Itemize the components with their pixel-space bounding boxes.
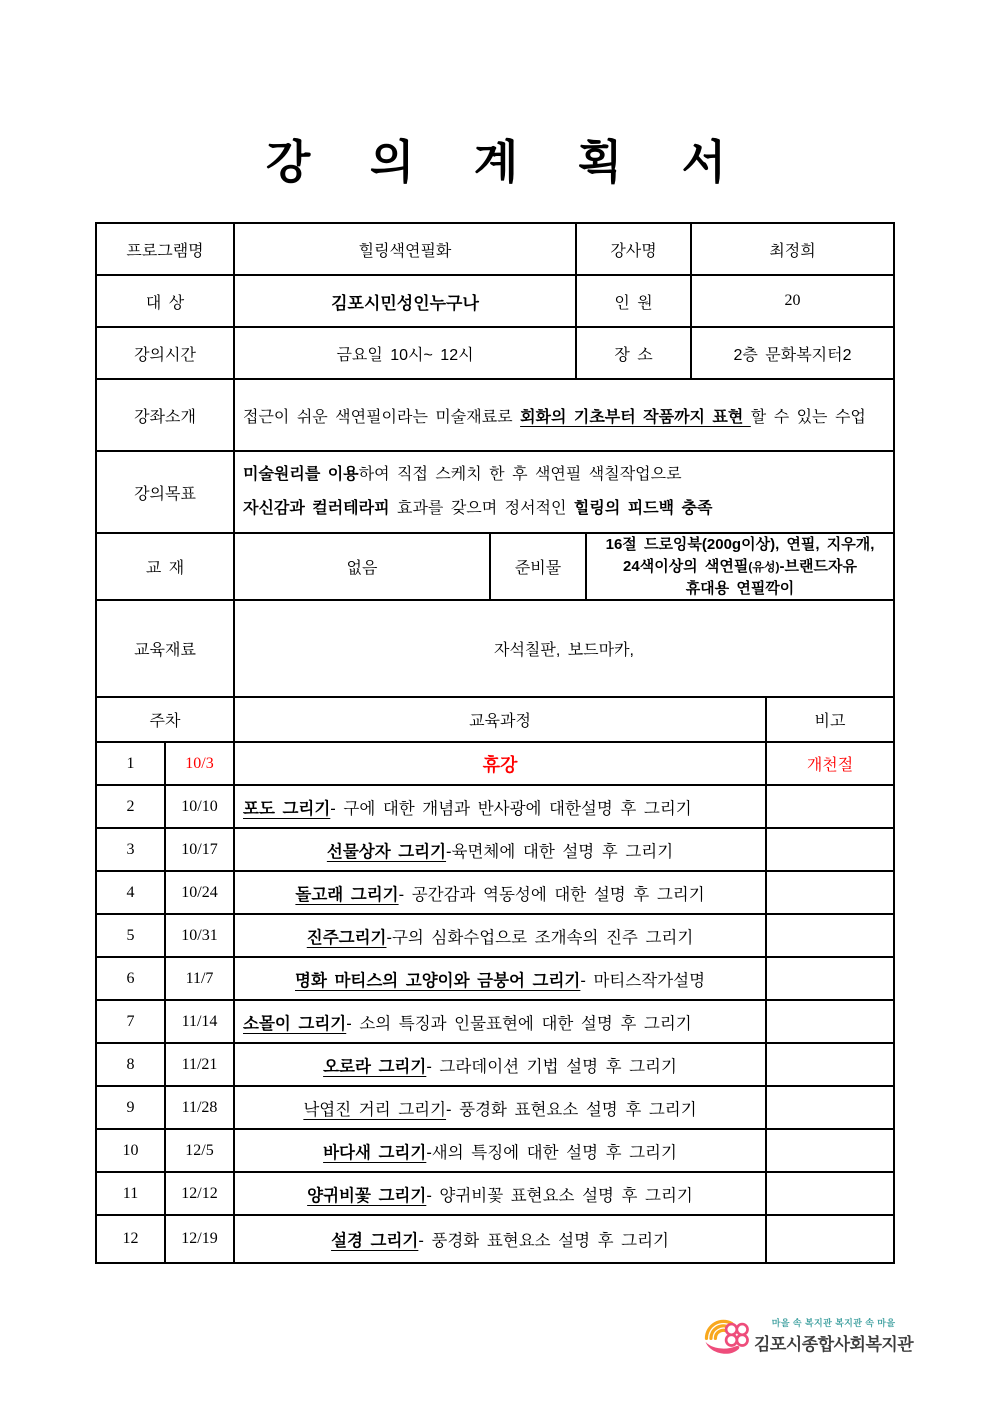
material-table <box>95 532 895 601</box>
intro-label: 강좌소개 <box>96 379 234 451</box>
info-row-time <box>96 327 894 379</box>
info-row-target <box>96 275 894 327</box>
course-cell <box>234 1043 766 1086</box>
goal-line2-bold1: 자신감과 컬러테라피 <box>243 500 390 517</box>
logo-tagline: 마을 속 복지관 복지관 속 마을 <box>771 1317 896 1328</box>
course-cell <box>234 871 766 914</box>
note-cell <box>766 828 894 871</box>
note-cell <box>766 914 894 957</box>
week-date-cell: 12/5 <box>165 1129 234 1172</box>
supplies-line: 24색이상의 색연필(유성)-브랜드자유 <box>623 557 857 575</box>
course-cell <box>234 914 766 957</box>
course-desc: -새의 특징에 대한 설명 후 그리기 <box>426 1143 677 1162</box>
schedule-header-row <box>96 697 894 742</box>
schedule-row <box>96 828 894 871</box>
edu-material-value: 자석칠판, 보드마카, <box>234 600 894 697</box>
course-title: 낙엽진 거리 그리기 <box>303 1100 447 1119</box>
schedule-row <box>96 1086 894 1129</box>
program-name-value: 힐링색연필화 <box>234 223 576 275</box>
course-title: 바다새 그리기 <box>323 1143 427 1162</box>
info-table <box>95 222 895 380</box>
target-label: 대 상 <box>96 275 234 327</box>
goal-row <box>96 451 894 533</box>
course-title: 선물상자 그리기 <box>326 842 447 861</box>
supplies-value <box>586 533 894 600</box>
page-title: 강 의 계 획 서 <box>265 137 751 188</box>
document-body <box>95 222 893 1264</box>
info-row-program <box>96 223 894 275</box>
schedule-row <box>96 1043 894 1086</box>
place-label: 장 소 <box>576 327 691 379</box>
course-desc: - 풍경화 표현요소 설명 후 그리기 <box>446 1100 697 1119</box>
goal-line2-bold2: 힐링의 피드백 충족 <box>573 500 713 517</box>
week-number-cell: 3 <box>96 828 165 871</box>
course-desc: - 소의 특징과 인물표현에 대한 설명 후 그리기 <box>346 1014 692 1033</box>
week-number-cell: 10 <box>96 1129 165 1172</box>
course-cell <box>234 1172 766 1215</box>
note-cell <box>766 1215 894 1263</box>
note-cell <box>766 1043 894 1086</box>
intro-goal-table <box>95 378 895 534</box>
textbook-label: 교 재 <box>96 533 234 600</box>
week-date-cell: 11/14 <box>165 1000 234 1043</box>
note-cell <box>766 1172 894 1215</box>
week-number-cell: 6 <box>96 957 165 1000</box>
note-cell <box>766 785 894 828</box>
intro-text-em: 회화의 기초부터 작품까지 표현 <box>520 408 751 426</box>
instructor-label: 강사명 <box>576 223 691 275</box>
course-title: 진주그리기 <box>306 928 387 947</box>
material-row <box>96 533 894 600</box>
target-value: 김포시민성인누구나 <box>234 275 576 327</box>
intro-text-pre: 접근이 쉬운 색연필이라는 미술재료로 <box>243 408 521 426</box>
course-desc: -구의 심화수업으로 조개속의 진주 그리기 <box>386 928 694 947</box>
intro-text-post: 할 수 있는 수업 <box>750 408 866 426</box>
course-desc: - 마티스작가설명 <box>580 971 706 990</box>
course-title: 휴강 <box>482 754 518 775</box>
week-date-cell: 12/12 <box>165 1172 234 1215</box>
goal-line-1 <box>243 458 893 492</box>
note-cell <box>766 871 894 914</box>
headcount-value: 20 <box>691 275 894 327</box>
week-number-cell: 7 <box>96 1000 165 1043</box>
week-date-cell: 11/21 <box>165 1043 234 1086</box>
week-date-cell: 10/3 <box>165 742 234 785</box>
week-date-cell: 10/31 <box>165 914 234 957</box>
course-desc: - 그라데이션 기법 설명 후 그리기 <box>426 1057 677 1076</box>
week-date-cell: 12/19 <box>165 1215 234 1263</box>
course-desc: -육면체에 대한 설명 후 그리기 <box>446 842 674 861</box>
supplies-line: 휴대용 연필깍이 <box>685 579 795 597</box>
week-date-cell: 11/7 <box>165 957 234 1000</box>
goal-line1-rest: 하여 직접 스케치 한 후 색연필 색칠작업으로 <box>358 466 682 483</box>
week-number-cell: 8 <box>96 1043 165 1086</box>
schedule-row <box>96 957 894 1000</box>
course-title: 돌고래 그리기 <box>295 885 399 904</box>
note-cell: 개천절 <box>766 742 894 785</box>
course-title: 오로라 그리기 <box>323 1057 427 1076</box>
course-title: 양귀비꽃 그리기 <box>307 1186 427 1205</box>
goal-text <box>234 451 894 533</box>
welfare-center-logo-icon <box>702 1305 752 1366</box>
week-date-cell: 10/10 <box>165 785 234 828</box>
schedule-row <box>96 1000 894 1043</box>
logo-org-name: 김포시종합사회복지관 <box>754 1334 914 1354</box>
place-value: 2층 문화복지터2 <box>691 327 894 379</box>
course-cell <box>234 1000 766 1043</box>
edu-material-table <box>95 599 895 698</box>
edu-material-label: 교육재료 <box>96 600 234 697</box>
schedule-body <box>96 742 894 1263</box>
week-number-cell: 1 <box>96 742 165 785</box>
note-cell <box>766 957 894 1000</box>
course-header: 교육과정 <box>234 697 766 742</box>
week-number-cell: 11 <box>96 1172 165 1215</box>
instructor-value: 최정희 <box>691 223 894 275</box>
goal-line2-mid: 효과를 갖으며 정서적인 <box>389 500 574 517</box>
course-desc: - 양귀비꽃 표현요소 설명 후 그리기 <box>426 1186 693 1205</box>
schedule-row <box>96 1172 894 1215</box>
week-number-cell: 9 <box>96 1086 165 1129</box>
goal-line1-bold: 미술원리를 이용 <box>243 466 359 483</box>
course-title: 소몰이 그리기 <box>243 1014 347 1033</box>
supplies-line: 16절 드로잉북(200g이상), 연필, 지우개, <box>605 536 875 553</box>
week-number-cell: 5 <box>96 914 165 957</box>
footer-logo <box>702 1303 913 1367</box>
week-date-cell: 10/24 <box>165 871 234 914</box>
schedule-row <box>96 742 894 785</box>
goal-line-2 <box>243 492 893 526</box>
course-desc: - 공간감과 역동성에 대한 설명 후 그리기 <box>398 885 705 904</box>
course-desc: - 구에 대한 개념과 반사광에 대한설명 후 그리기 <box>330 799 692 818</box>
week-number-cell: 4 <box>96 871 165 914</box>
course-title: 명화 마티스의 고양이와 금붕어 그리기 <box>295 971 581 990</box>
course-cell <box>234 785 766 828</box>
intro-text <box>234 379 894 451</box>
schedule-row <box>96 871 894 914</box>
course-cell <box>234 1215 766 1263</box>
course-cell <box>234 1129 766 1172</box>
lecture-time-value: 금요일 10시~ 12시 <box>234 327 576 379</box>
course-desc: - 풍경화 표현요소 설명 후 그리기 <box>418 1232 669 1251</box>
week-number-cell: 12 <box>96 1215 165 1263</box>
course-cell <box>234 957 766 1000</box>
course-cell <box>234 742 766 785</box>
goal-label: 강의목표 <box>96 451 234 533</box>
course-cell <box>234 1086 766 1129</box>
week-date-cell: 11/28 <box>165 1086 234 1129</box>
schedule-table <box>95 696 895 1264</box>
course-cell <box>234 828 766 871</box>
week-header: 주차 <box>96 697 234 742</box>
supplies-label: 준비물 <box>490 533 586 600</box>
note-cell <box>766 1000 894 1043</box>
note-cell <box>766 1129 894 1172</box>
schedule-row <box>96 1215 894 1263</box>
note-cell <box>766 1086 894 1129</box>
schedule-row <box>96 785 894 828</box>
course-title: 설경 그리기 <box>331 1232 419 1251</box>
note-header: 비고 <box>766 697 894 742</box>
week-date-cell: 10/17 <box>165 828 234 871</box>
intro-row <box>96 379 894 451</box>
program-name-label: 프로그램명 <box>96 223 234 275</box>
headcount-label: 인 원 <box>576 275 691 327</box>
schedule-row <box>96 914 894 957</box>
week-number-cell: 2 <box>96 785 165 828</box>
footer-logo-text <box>754 1316 913 1355</box>
lecture-time-label: 강의시간 <box>96 327 234 379</box>
edu-material-row <box>96 600 894 697</box>
textbook-value: 없음 <box>234 533 490 600</box>
schedule-row <box>96 1129 894 1172</box>
course-title: 포도 그리기 <box>243 799 331 818</box>
